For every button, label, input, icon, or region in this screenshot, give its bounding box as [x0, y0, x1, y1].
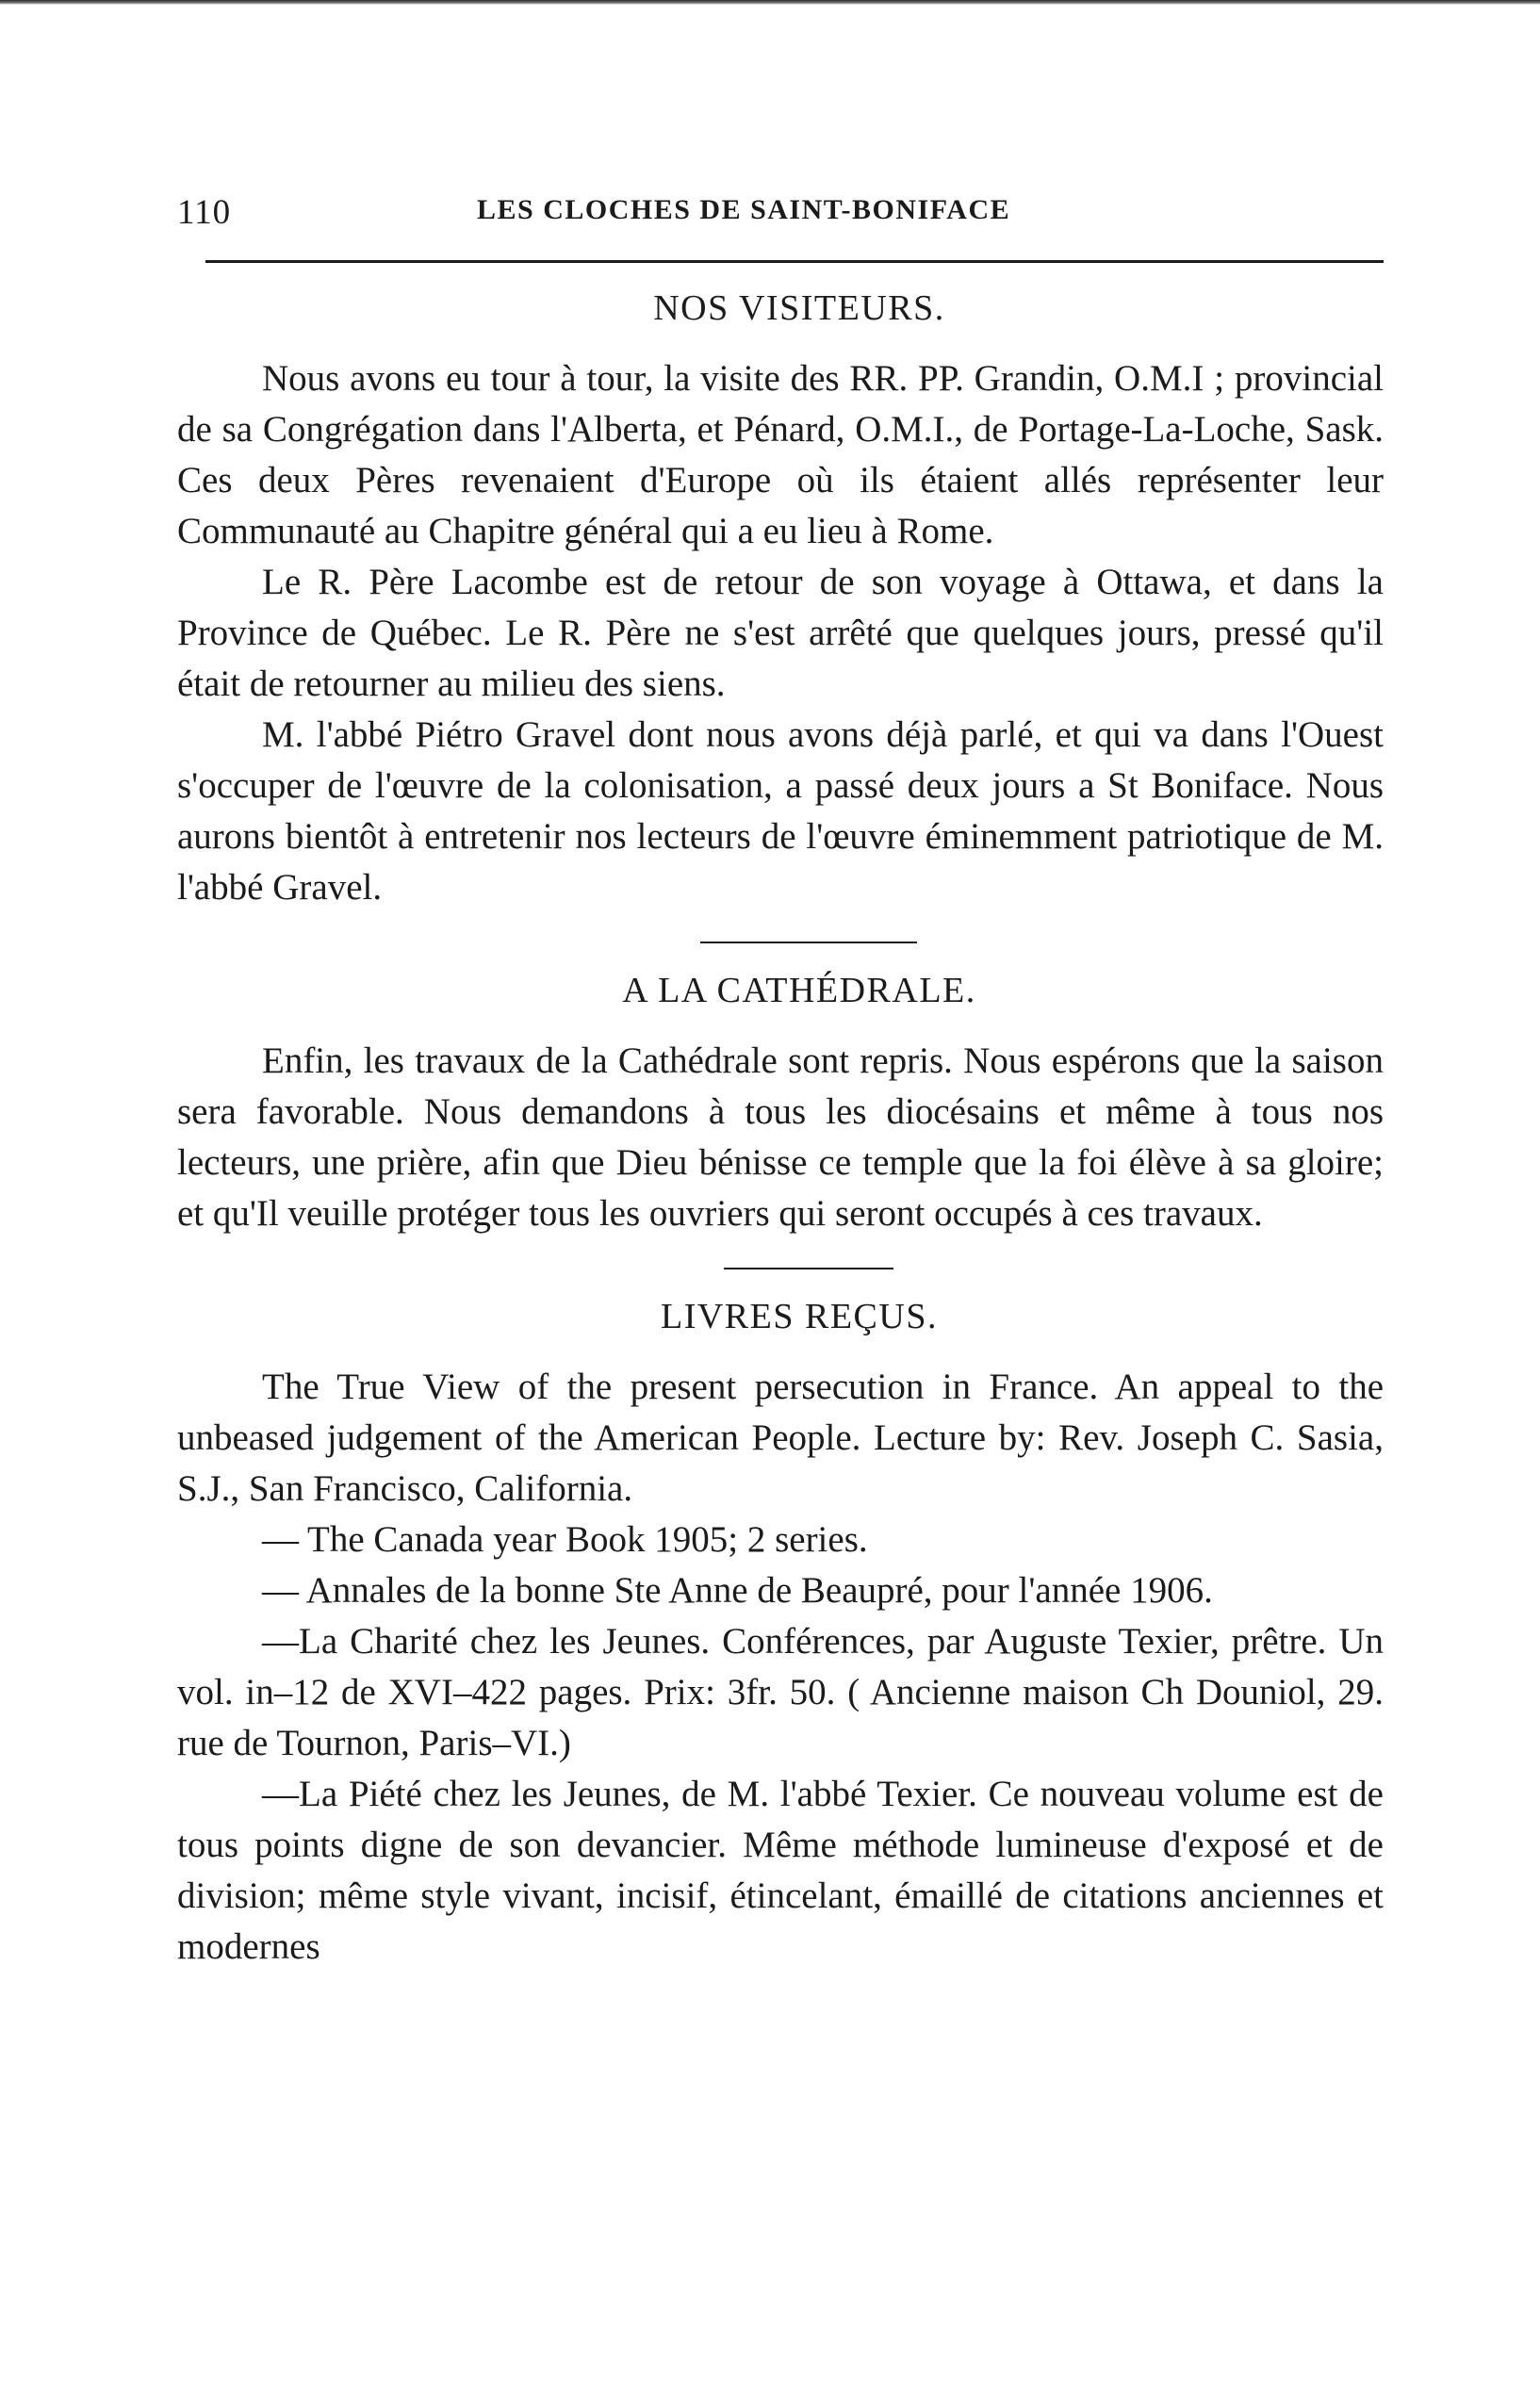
paragraph: Enfin, les travaux de la Cathédrale sont repris. Nous espérons que la saison sera favorable. Nous demandons à tous les diocésains et même à tous nos lecteurs, une prière, afin que Dieu bénisse ce temple que la foi élève à sa gloire; et qu'Il veuille protéger tous les ouvriers qui seront occupés à ces travaux.	[177, 1040, 1384, 1234]
section-nos-visiteurs	[177, 287, 1384, 913]
paragraph: The True View of the present persecution in France. An appeal to the unbeased judgement of the American People. Lecture by: Rev. Joseph C. Sasia, S.J., San Francisco, California.	[177, 1367, 1384, 1509]
page-number: 110	[177, 193, 232, 232]
paragraph: —La Piété chez les Jeunes, de M. l'abbé Texier. Ce nouveau volume est de tous points digne de son devancier. Même méthode lumineuse d'exposé et de division; même style vivant, incisif, étincelant, émaillé de citations anciennes et modernes	[177, 1774, 1384, 1967]
section-title: A LA CATHÉDRALE.	[622, 971, 976, 1010]
section-divider	[700, 942, 917, 943]
paragraph: — The Canada year Book 1905; 2 series.	[262, 1519, 868, 1560]
book-page	[177, 185, 1384, 1973]
section-title: NOS VISITEURS.	[653, 288, 945, 328]
paragraph: —La Charité chez les Jeunes. Conférences, par Auguste Texier, prêtre. Un vol. in–12 de XVI–422 pages. Prix: 3fr. 50. ( Ancienne maison Ch Douniol, 29. rue de Tournon, Paris–VI.)	[177, 1621, 1384, 1763]
paragraph: Nous avons eu tour à tour, la visite des RR. PP. Grandin, O.M.I ; provincial de sa Congrégation dans l'Alberta, et Pénard, O.M.I., de Portage-La-Loche, Sask. Ces deux Pères revenaient d'Europe où ils étaient allés représenter leur Communauté au Chapitre général qui a eu lieu à Rome.	[177, 358, 1384, 551]
section-a-la-cathedrale	[177, 970, 1384, 1239]
section-title: LIVRES REÇUS.	[661, 1297, 938, 1336]
top-edge-rule	[0, 0, 1540, 5]
running-head	[177, 185, 1384, 241]
paragraph: M. l'abbé Piétro Gravel dont nous avons déjà parlé, et qui va dans l'Ouest s'occuper de l'œuvre de la colonisation, a passé deux jours a St Boniface. Nous aurons bientôt à entretenir nos lecteurs de l'œuvre éminemment patriotique de M. l'abbé Gravel.	[177, 714, 1384, 908]
running-title: LES CLOCHES DE SAINT-BONIFACE	[477, 194, 1011, 225]
header-rule	[205, 260, 1384, 263]
paragraph: Le R. Père Lacombe est de retour de son voyage à Ottawa, et dans la Province de Québec. Le R. Père ne s'est arrêté que quelques jours, pressé qu'il était de retourner au milieu des siens.	[177, 562, 1384, 704]
paragraph: — Annales de la bonne Ste Anne de Beaupré, pour l'année 1906.	[262, 1570, 1213, 1611]
section-divider	[724, 1268, 893, 1269]
section-livres-recus	[177, 1296, 1384, 1973]
